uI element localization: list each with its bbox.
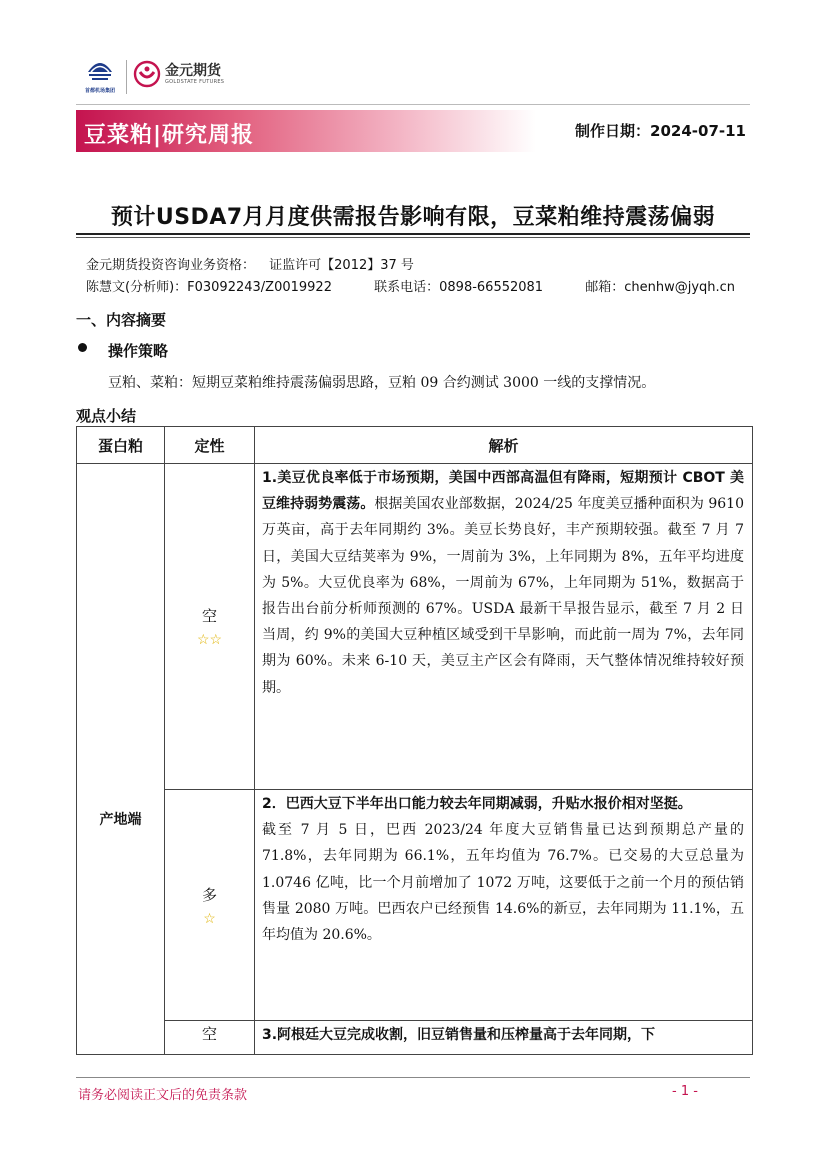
logo1-caption: 首都机场集团 [84,88,115,94]
report-banner [76,104,750,152]
analysis-cell [255,464,753,790]
analysis-text: 根据美国农业部数据，2024/25 年度美豆播种面积为 9610 万英亩，高于去年同期约 3%。美豆长势良好，丰产预期较强。截至 7 月 7 日，美国大豆结荚率为 9%，一周前为 3%，上年同期为 8%，五年平均进度为 5%。大豆优良率为 68%，一周前为 67%，上年同期为 51%，数据高于报告出台前分析师预测的 67%。USDA 最新干旱报告显示，截至 7 月 2 日当周，约 9%的美国大豆种植区域受到干旱影响，而此前一周为 7%，去年同期为 60%。未来 6-10 天，美豆主产区会有降雨，天气整体情况维持较好预期。 [262,496,744,696]
strategy-text: 豆粕、菜粕：短期豆菜粕维持震荡偏弱思路，豆粕 09 合约测试 3000 一线的支撑情况。 [108,375,656,391]
strategy-heading: 操作策略 [108,342,169,360]
judgement-cell [165,1021,255,1055]
table-row [77,790,753,1021]
judgement-text: 空 [201,607,217,625]
header-judgement: 定性 [165,427,255,464]
section-summary-heading: 一、内容摘要 [76,311,167,329]
analyst-name: 陈慧文(分析师)：F03092243/Z0019922 [86,280,332,295]
capital-airports-logo-icon [85,58,115,84]
logo-divider [126,60,127,94]
region-cell: 产地端 [77,464,165,1055]
goldstate-logo [133,60,224,88]
table-row [77,1021,753,1055]
capital-airports-logo [80,58,120,94]
analysis-text: 截至 7 月 5 日，巴西 2023/24 年度大豆销售量已达到预期总产量的 71.8%，去年同期为 66.1%，五年均值为 76.7%。已交易的大豆总量为 1.0746 亿吨，比一个月前增加了 1072 万吨，这要低于之前一个月的预估销售量 2080 万吨。巴西农户已经预售 14.6%的新豆，去年同期为 11.1%，五年均值为 20.6%。 [262,822,744,944]
headline: 预计USDA7月月度供需报告影响有限，豆菜粕维持震荡偏弱 [110,205,716,230]
analysis-heading: 2．巴西大豆下半年出口能力较去年同期减弱，升贴水报价相对坚挺。 [262,796,692,812]
logo2-english: GOLDSTATE FUTURES [165,78,225,85]
judgement-text: 空 [201,1025,217,1043]
headline-rule-thin [76,237,750,238]
phone: 联系电话：0898-66552081 [374,280,544,295]
report-title: 豆菜粕|研究周报 [84,123,255,148]
report-date: 制作日期：2024-07-11 [575,122,746,140]
headline-rule-thick [76,233,750,235]
banner-top-line [76,104,750,105]
header-protein-meal: 蛋白粕 [77,427,165,464]
goldstate-logo-icon [133,60,161,88]
judgement-cell [165,790,255,1021]
judgement-text: 多 [201,885,217,904]
judgement-cell [165,464,255,790]
footer-rule [76,1077,750,1078]
logo2-name: 金元期货 [165,62,221,79]
star-rating-icon: ☆☆ [196,632,223,648]
header-analysis: 解析 [255,427,753,464]
analysis-heading: 3.阿根廷大豆完成收割，旧豆销售量和压榨量高于去年同期，下 [262,1027,656,1043]
analysis-cell [255,790,753,1021]
analyst-line [86,276,735,295]
header-logos [80,58,224,98]
page-number: - 1 - [672,1084,698,1099]
qualification-line [86,254,414,273]
table-row [77,464,753,790]
analysis-cell [255,1021,753,1055]
table-header-row [77,427,753,464]
bullet-icon [78,343,87,352]
qualification-label: 金元期货投资咨询业务资格： [86,258,256,273]
disclaimer-link[interactable]: 请务必阅读正文后的免责条款 [78,1088,248,1103]
viewpoint-table [76,426,753,1055]
star-rating-icon: ☆ [203,910,216,927]
summary-title: 观点小结 [76,407,137,425]
analysis-heading: 1.美豆优良率低于市场预期，美国中西部高温但有降雨，短期预计 CBOT 美豆维持弱势震荡。 [262,470,744,513]
license-number: 证监许可【2012】37 号 [269,258,414,273]
email: 邮箱：chenhw@jyqh.cn [585,280,736,295]
